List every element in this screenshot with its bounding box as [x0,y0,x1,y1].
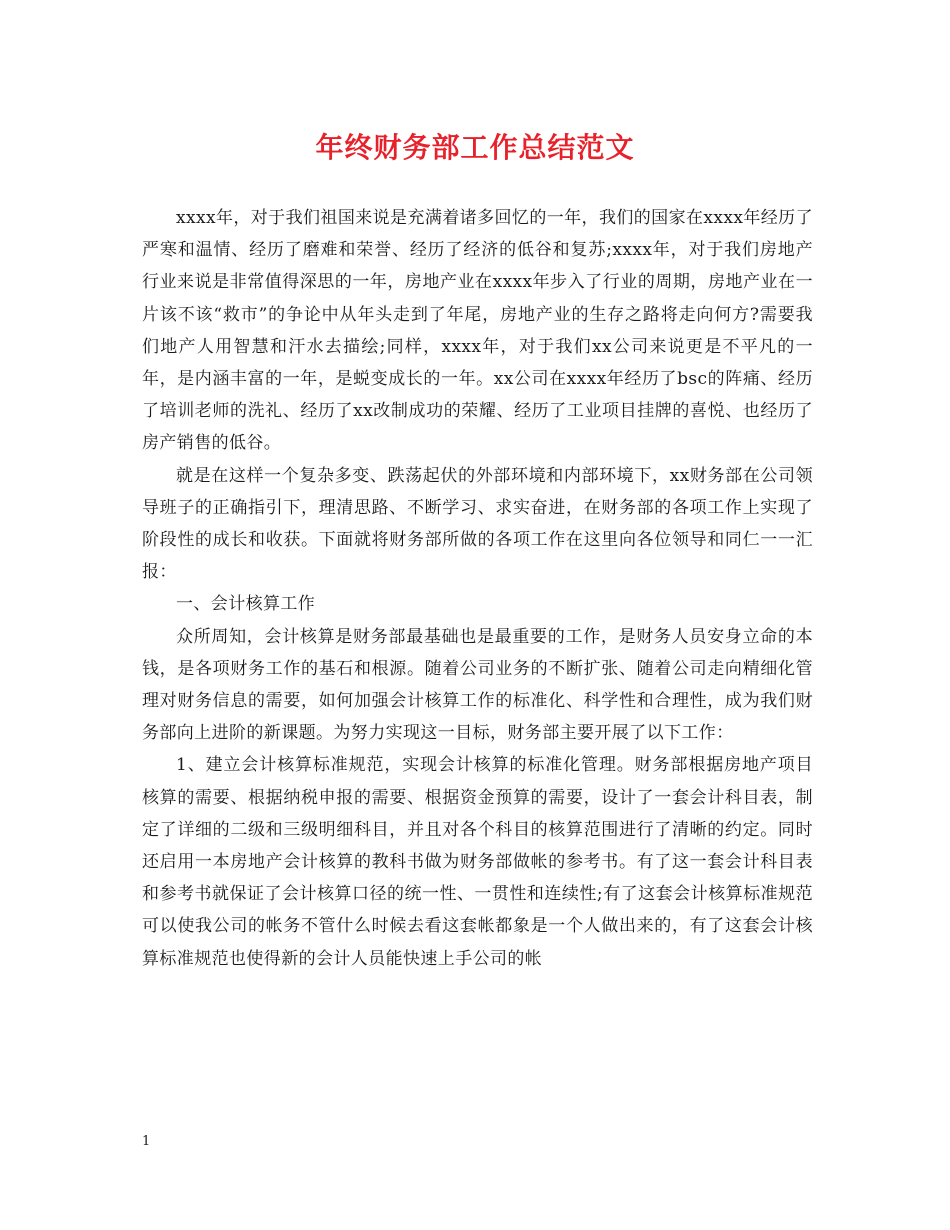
paragraph-intro: xxxx年，对于我们祖国来说是充满着诸多回忆的一年，我们的国家在xxxx年经历了严寒和温情、经历了磨难和荣誉、经历了经济的低谷和复苏;xxxx年，对于我们房地产行业来说是非常值得深思的一年，房地产业在xxxx年步入了行业的周期，房地产业在一片该不该“救市”的争论中从年头走到了年尾，房地产业的生存之路将走向何方?需要我们地产人用智慧和汗水去描绘;同样，xxxx年，对于我们xx公司来说更是不平凡的一年，是内涵丰富的一年，是蜕变成长的一年。xx公司在xxxx年经历了bsc的阵痛、经历了培训老师的洗礼、经历了xx改制成功的荣耀、经历了工业项目挂牌的喜悦、也经历了房产销售的低谷。 [142,208,813,454]
section-heading-accounting: 一、会计核算工作 [176,594,316,615]
paragraph-accounting-overview: 众所周知，会计核算是财务部最基础也是最重要的工作，是财务人员安身立命的本钱，是各项财务工作的基石和根源。随着公司业务的不断扩张、随着公司走向精细化管理对财务信息的需要，如何加强会计核算工作的标准化、科学性和合理性，成为我们财务部向上进阶的新课题。为努力实现这一目标，财务部主要开展了以下工作： [142,626,813,744]
page-number: 1 [142,1134,151,1149]
document-body [142,202,813,975]
paragraph-context: 就是在这样一个复杂多变、跌荡起伏的外部环境和内部环境下，xx财务部在公司领导班子的正确指引下，理清思路、不断学习、求实奋进，在财务部的各项工作上实现了阶段性的成长和收获。下面就将财务部所做的各项工作在这里向各位领导和同仁一一汇报： [142,465,813,583]
document-title: 年终财务部工作总结范文 [315,131,635,164]
paragraph-accounting-standards: 1、建立会计核算标准规范，实现会计核算的标准化管理。财务部根据房地产项目核算的需要、根据纳税申报的需要、根据资金预算的需要，设计了一套会计科目表，制定了详细的二级和三级明细科目，并且对各个科目的核算范围进行了清晰的约定。同时还启用一本房地产会计核算的教科书做为财务部做帐的参考书。有了这一套会计科目表和参考书就保证了会计核算口径的统一性、一贯性和连续性;有了这套会计核算标准规范可以使我公司的帐务不管什么时候去看这套帐都象是一个人做出来的，有了这套会计核算标准规范也使得新的会计人员能快速上手公司的帐 [142,755,813,969]
